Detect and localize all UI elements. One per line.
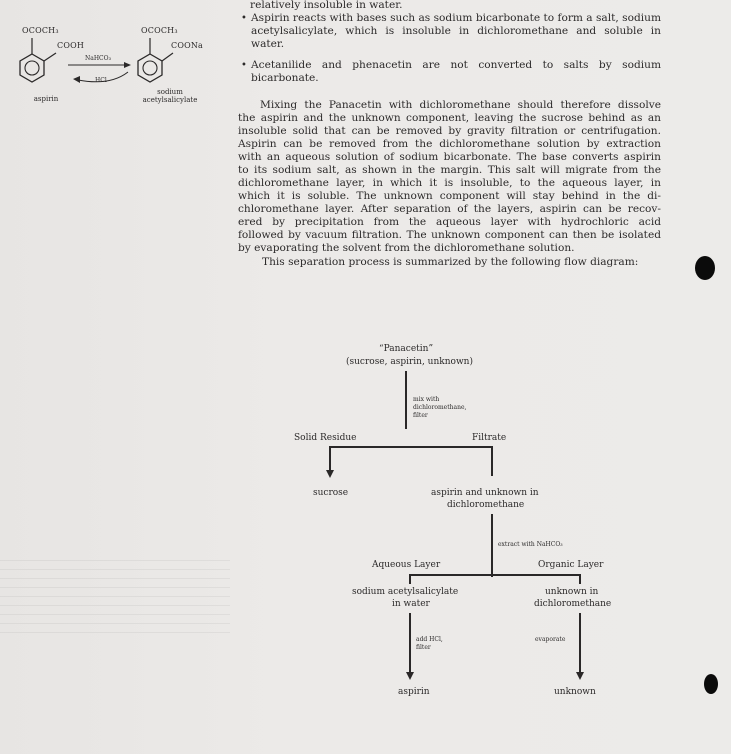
- arrow-to-aspirin: [406, 672, 414, 680]
- paragraph-line: Mixing the Panacetin with dichloromethane should therefore dissolve: [260, 99, 661, 111]
- step2-reagent: extract with NaHCO₃: [498, 541, 563, 548]
- salt-carboxylate-group: COONa: [171, 41, 204, 50]
- organic-content-1: unknown in: [545, 587, 599, 597]
- solid-residue-label: Solid Residue: [294, 433, 357, 443]
- flow-line-evaporate: [579, 613, 581, 672]
- aspirin-caption: aspirin: [33, 95, 59, 103]
- step1-line-3: filter: [413, 412, 428, 419]
- flow-line-residue: [329, 446, 331, 470]
- flow-line-organic: [579, 574, 581, 584]
- aqueous-layer-label: Aqueous Layer: [372, 560, 441, 570]
- filtrate-label: Filtrate: [472, 433, 507, 443]
- organic-content-2: dichloromethane: [534, 599, 612, 609]
- filtrate-content-1: aspirin and unknown in: [431, 488, 539, 498]
- bullet-dot: •: [241, 60, 247, 71]
- forward-reagent: NaHCO₃: [85, 55, 111, 62]
- filtrate-content-2: dichloromethane: [447, 500, 525, 510]
- aspirin-ester-group: OCOCH₃: [22, 26, 59, 35]
- binder-hole-lower: [704, 674, 718, 694]
- caption-line-1: sodium: [157, 88, 183, 96]
- binder-hole-upper: [695, 256, 715, 280]
- flow-start-title: “Panacetin”: [379, 344, 434, 354]
- flow-line-aqueous: [409, 574, 411, 584]
- flow-line-extract: [491, 514, 493, 577]
- flow-branch-1: [329, 446, 493, 448]
- paragraph-line: chloromethane layer. After separation of the layers, aspirin can be recov-: [238, 203, 661, 215]
- step3-line-2: filter: [416, 644, 431, 651]
- arrow-to-sucrose: [326, 470, 334, 478]
- step1-line-1: mix with: [413, 396, 440, 403]
- flow-line-acidify: [409, 613, 411, 672]
- summary-line: This separation process is summarized by the following flow diagram:: [262, 256, 639, 268]
- salt-ester-group: OCOCH₃: [141, 26, 178, 35]
- flow-line-filtrate: [491, 446, 493, 476]
- text-line-top: relatively insoluble in water.: [250, 0, 403, 11]
- aspirin-acid-group: COOH: [57, 41, 85, 50]
- step3-line-1: add HCl,: [416, 636, 443, 643]
- bullet1-line2: acetylsalicylate, which is insoluble in dichloromethane and soluble in: [251, 25, 661, 37]
- flow-start-components: (sucrose, aspirin, unknown): [346, 357, 473, 367]
- arrow-to-unknown: [576, 672, 584, 680]
- paragraph-line: with an aqueous solution of sodium bicarbonate. The base converts aspirin: [238, 151, 661, 163]
- flow-branch-2: [409, 574, 581, 576]
- bullet2-line2: bicarbonate.: [251, 72, 319, 84]
- paragraph-line: the aspirin and the unknown component, leaving the sucrose behind as an: [238, 112, 661, 124]
- aqueous-content-2: in water: [392, 599, 430, 609]
- paragraph-line: insoluble solid that can be removed by gravity filtration or centrifugation.: [238, 125, 661, 137]
- product-unknown: unknown: [554, 687, 596, 697]
- aqueous-content-1: sodium acetylsalicylate: [352, 587, 459, 597]
- caption-line-2: acetylsalicylate: [142, 96, 198, 105]
- paragraph-line: which it is soluble. The unknown component will stay behind in the di-: [238, 190, 661, 202]
- bullet-dot: •: [241, 13, 247, 24]
- paragraph-line: dichloromethane layer, in which it is insoluble, to the aqueous layer, in: [238, 177, 661, 189]
- step4-reagent: evaporate: [535, 636, 566, 643]
- bullet2-line1: Acetanilide and phenacetin are not converted to salts by sodium: [251, 59, 661, 71]
- bullet1-line1: Aspirin reacts with bases such as sodium bicarbonate to form a salt, sodium: [251, 12, 661, 24]
- paragraph-line: ered by precipitation from the aqueous layer with hydrochloric acid: [238, 216, 661, 228]
- paragraph-line: Aspirin can be removed from the dichloromethane solution by extraction: [238, 138, 661, 150]
- step1-line-2: dichloromethane,: [413, 404, 467, 411]
- paragraph-line: by evaporating the solvent from the dichloromethane solution.: [238, 242, 575, 254]
- product-aspirin: aspirin: [398, 687, 430, 697]
- step1-reagent: [413, 396, 466, 420]
- step3-reagent: [416, 636, 443, 652]
- paragraph-line: to its sodium salt, as shown in the margin. This salt will migrate from the: [238, 164, 661, 176]
- reverse-reagent: HCl: [95, 77, 107, 84]
- paragraph-line: followed by vacuum filtration. The unknown component can then be isolated: [238, 229, 661, 241]
- bullet1-line3: water.: [251, 38, 285, 50]
- organic-layer-label: Organic Layer: [538, 560, 604, 570]
- sucrose-label: sucrose: [313, 488, 349, 498]
- flow-line-main: [405, 371, 407, 429]
